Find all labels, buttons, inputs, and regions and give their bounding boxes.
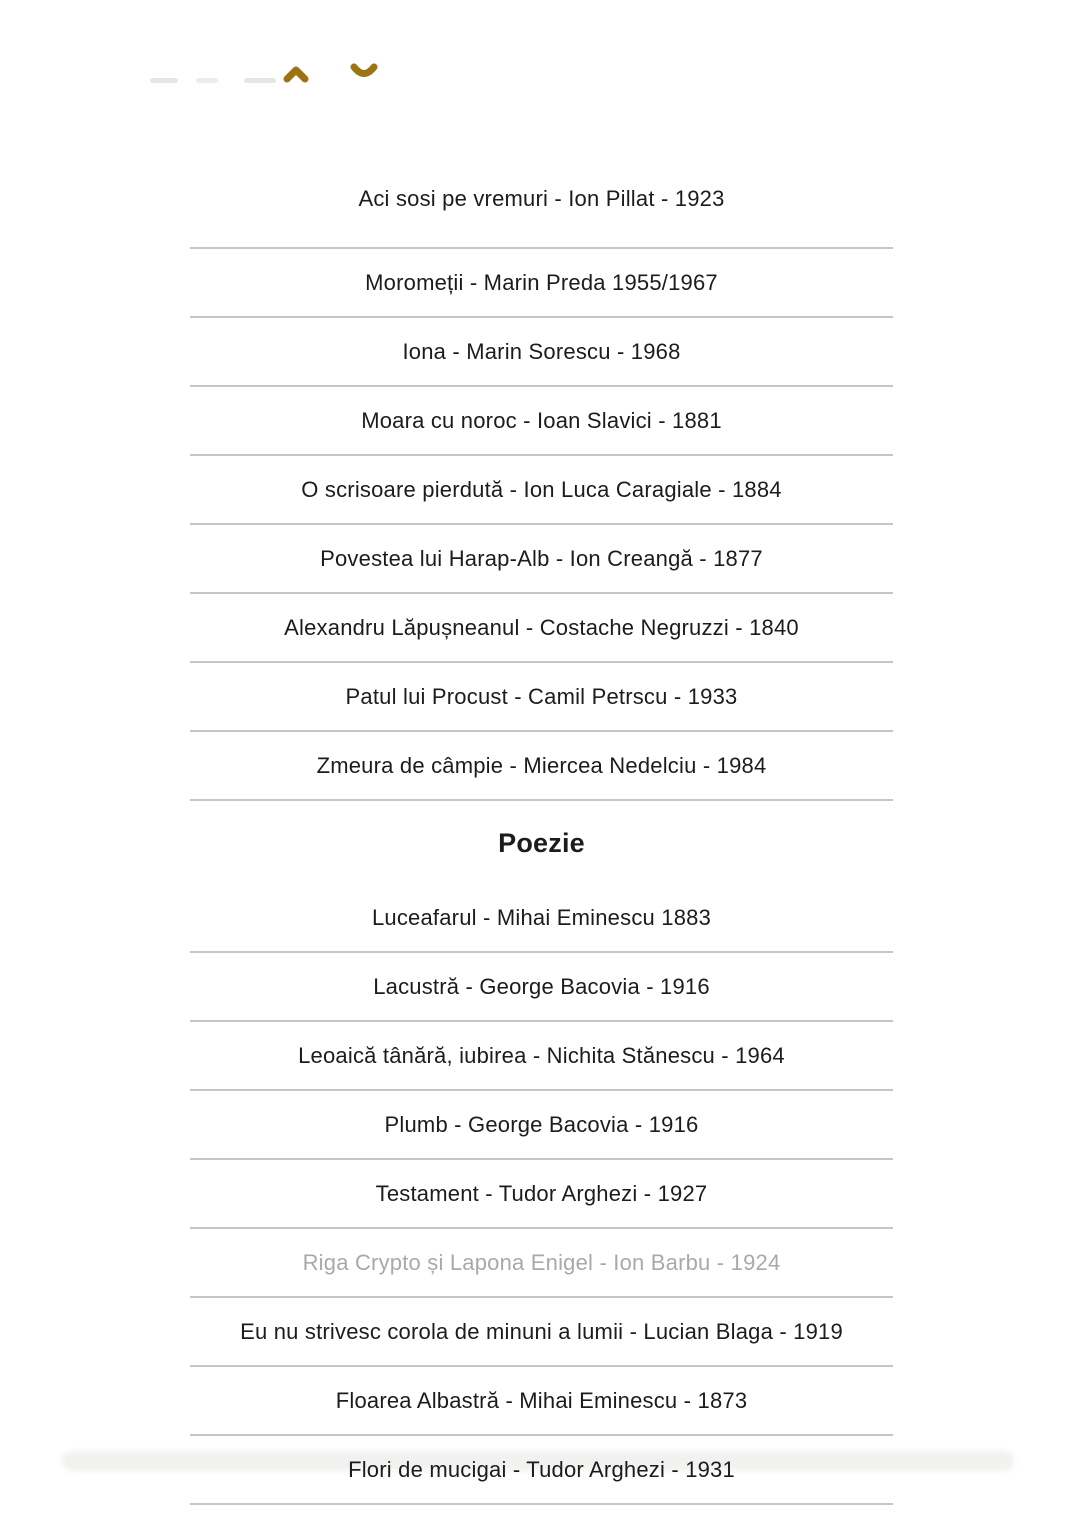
list-item-text: Patul lui Procust - Camil Petrscu - 1933 [345, 683, 738, 709]
breve-mark-icon [349, 62, 379, 82]
list-item-text: Moara cu noroc - Ioan Slavici - 1881 [361, 407, 722, 433]
list-item-text: Moromeții - Marin Preda 1955/1967 [365, 269, 718, 295]
list-item [190, 1022, 893, 1091]
list-item-text: Zmeura de câmpie - Miercea Nedelciu - 1984 [316, 752, 767, 778]
list-item [190, 1091, 893, 1160]
circumflex-mark-icon [283, 65, 309, 83]
list-item-text: O scrisoare pierdută - Ion Luca Caragiale - 1884 [301, 476, 782, 502]
list-item-clipped [190, 186, 893, 249]
list-item-text: Flori de mucigai - Tudor Arghezi - 1931 [348, 1456, 735, 1482]
list-item-text: Iona - Marin Sorescu - 1968 [402, 338, 681, 364]
list-item [190, 1367, 893, 1436]
list-item [190, 594, 893, 663]
list-item [190, 525, 893, 594]
list-item [190, 249, 893, 318]
poetry-section-heading: Poezie [498, 828, 585, 858]
list-item [190, 953, 893, 1022]
list-item-text: Leoaică tânără, iubirea - Nichita Stănescu - 1964 [298, 1042, 785, 1068]
logo-fragment [0, 0, 420, 100]
list-item-text: Aci sosi pe vremuri - Ion Pillat - 1923 [358, 186, 725, 211]
list-item [190, 1160, 893, 1229]
list-item [190, 1298, 893, 1367]
list-item-text: Floarea Albastră - Mihai Eminescu - 1873 [335, 1387, 748, 1413]
logo-faint-dash [244, 78, 276, 83]
list-item-text: Eu nu strivesc corola de minuni a lumii - Lucian Blaga - 1919 [240, 1318, 843, 1344]
list-item [190, 663, 893, 732]
list-item-text: Povestea lui Harap-Alb - Ion Creangă - 1877 [320, 545, 763, 571]
list-item-text: Plumb - George Bacovia - 1916 [384, 1111, 699, 1137]
list-item-text: Alexandru Lăpușneanul - Costache Negruzzi - 1840 [284, 614, 799, 640]
list-item [190, 387, 893, 456]
list-item-text: Luceafarul - Mihai Eminescu 1883 [371, 904, 712, 930]
list-item [190, 1436, 893, 1505]
logo-faint-dash [150, 78, 178, 83]
logo-faint-dash [196, 78, 218, 83]
list-item [190, 318, 893, 387]
list-item [190, 884, 893, 953]
list-item [190, 732, 893, 801]
list-item-text: Testament - Tudor Arghezi - 1927 [375, 1180, 708, 1206]
list-item-text: Lacustră - George Bacovia - 1916 [373, 973, 710, 999]
reading-list [190, 186, 893, 1505]
list-item-text: Riga Crypto și Lapona Enigel - Ion Barbu - 1924 [302, 1249, 781, 1275]
list-item [190, 1229, 893, 1298]
list-item [190, 456, 893, 525]
